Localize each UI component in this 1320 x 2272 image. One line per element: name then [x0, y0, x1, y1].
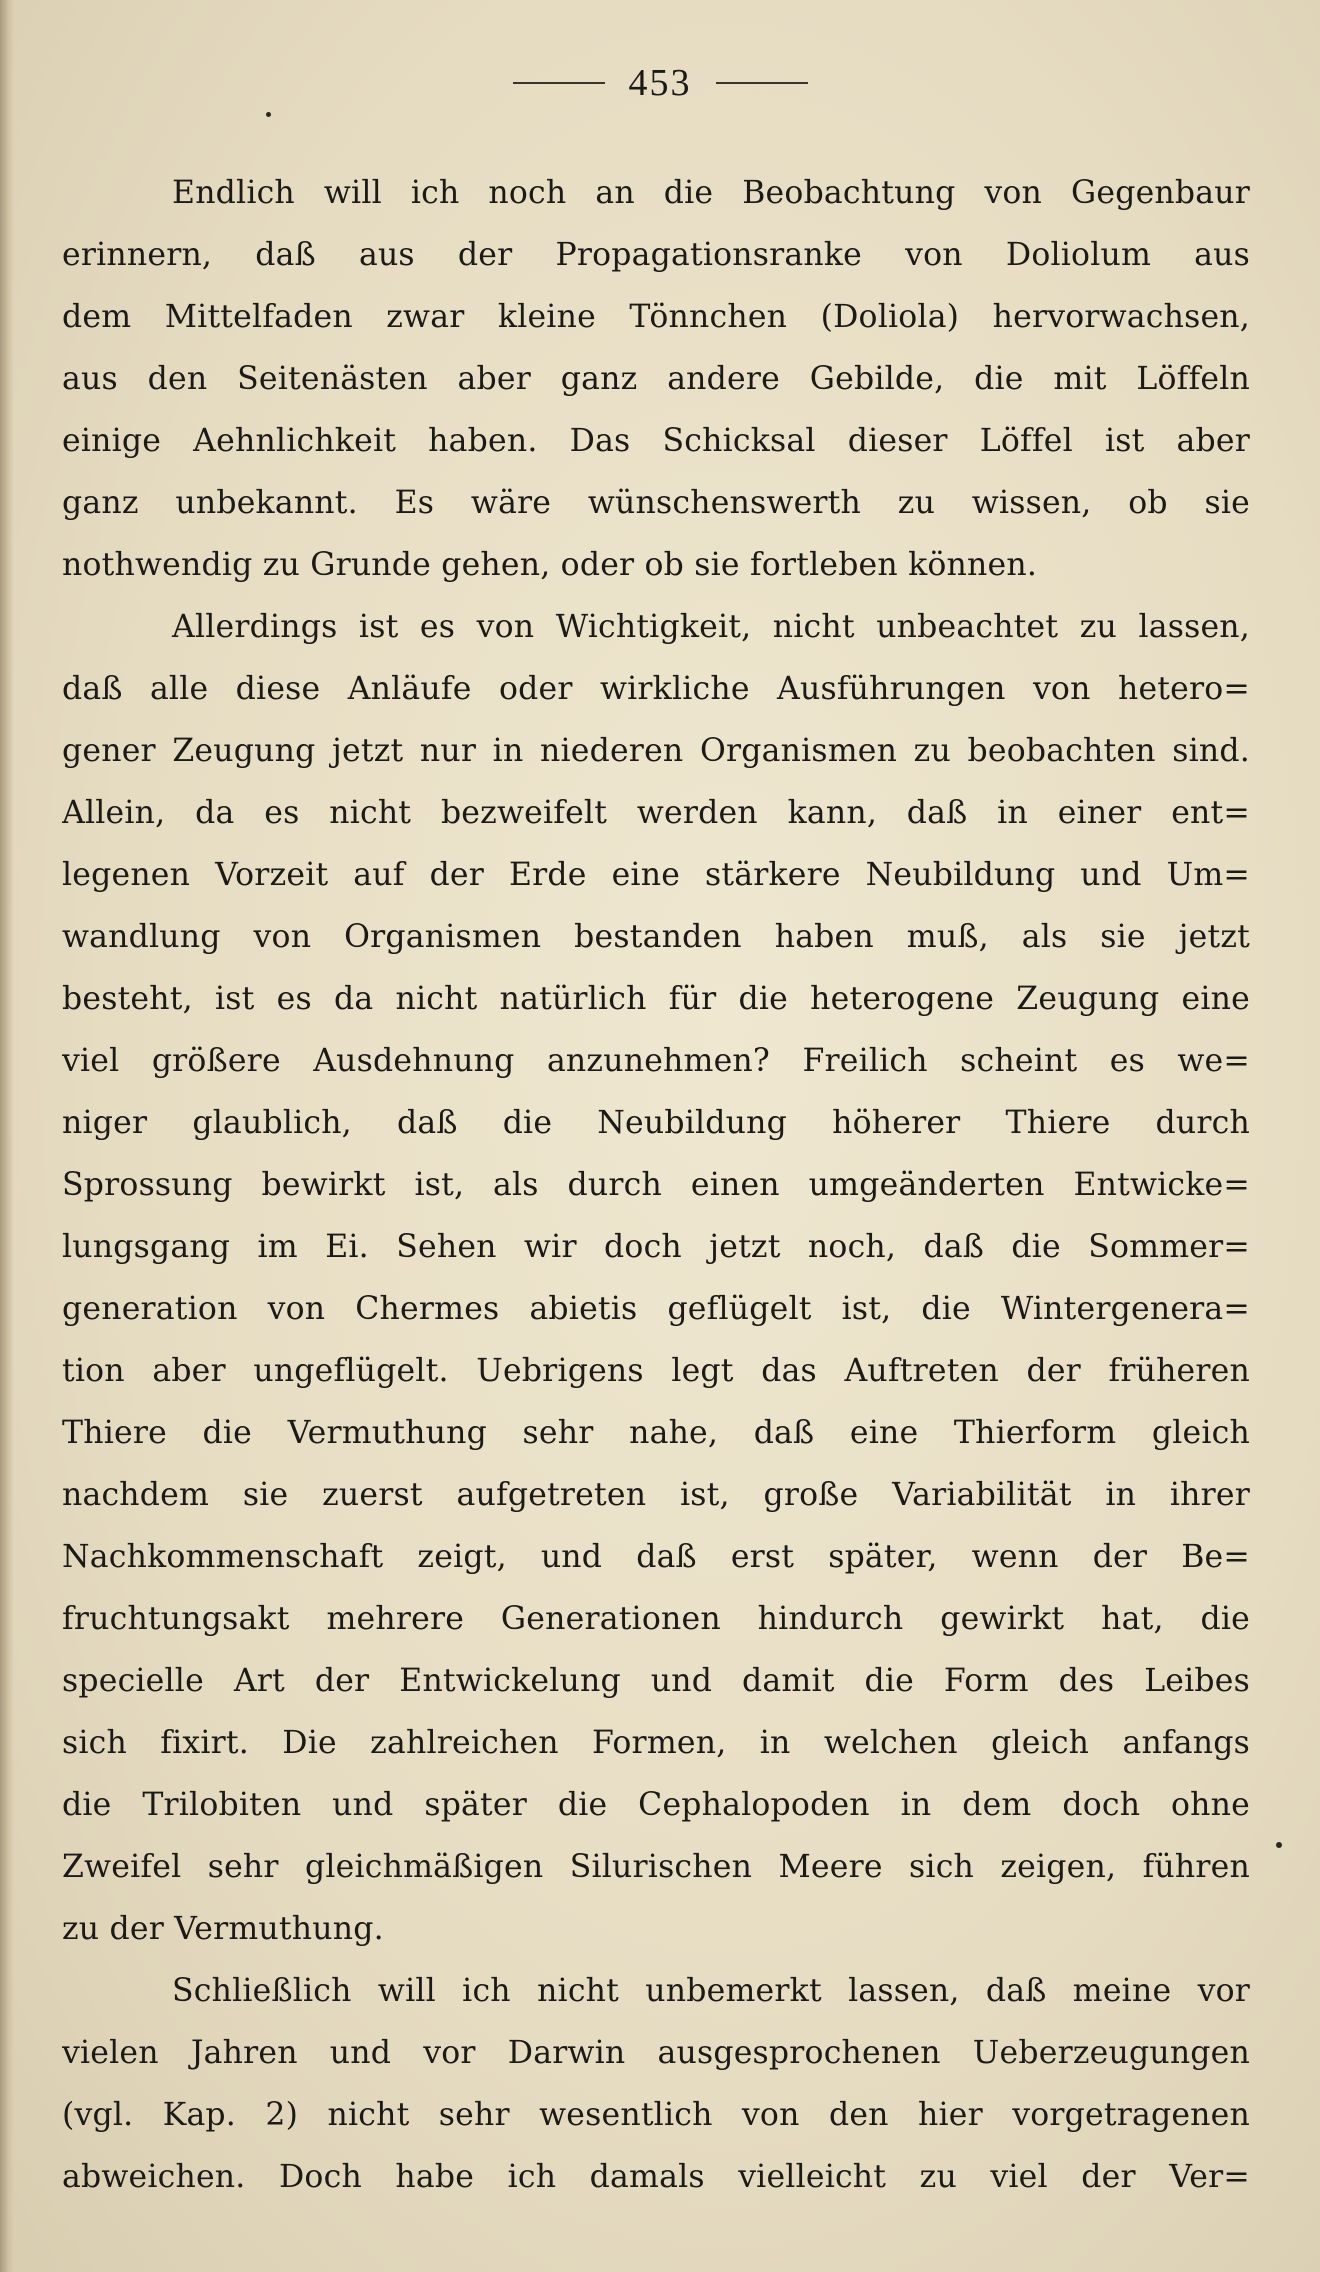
text-line: sich fixirt. Die zahlreichen Formen, in welchen gleich anfangs	[62, 1725, 1250, 1761]
text-line: specielle Art der Entwickelung und damit die Form des Leibes	[62, 1663, 1250, 1699]
text-line: gener Zeugung jetzt nur in niederen Organismen zu beobachten sind.	[62, 733, 1250, 769]
page-edge-shadow	[0, 0, 14, 2272]
text-line: ganz unbekannt. Es wäre wünschenswerth zu wissen, ob sie	[62, 485, 1250, 521]
text-line: fruchtungsakt mehrere Generationen hindurch gewirkt hat, die	[62, 1601, 1250, 1637]
text-line: wandlung von Organismen bestanden haben muß, als sie jetzt	[62, 919, 1250, 955]
text-line: aus den Seitenästen aber ganz andere Gebilde, die mit Löffeln	[62, 361, 1250, 397]
text-line: daß alle diese Anläufe oder wirkliche Ausführungen von hetero=	[62, 671, 1250, 707]
text-line: (vgl. Kap. 2) nicht sehr wesentlich von den hier vorgetragenen	[62, 2097, 1250, 2133]
text-line: legenen Vorzeit auf der Erde eine stärkere Neubildung und Um=	[62, 857, 1250, 893]
text-line: nachdem sie zuerst aufgetreten ist, große Variabilität in ihrer	[62, 1477, 1250, 1513]
text-line: Nachkommenschaft zeigt, und daß erst später, wenn der Be=	[62, 1539, 1250, 1575]
header-rule-right	[716, 82, 808, 84]
text-line: besteht, ist es da nicht natürlich für die heterogene Zeugung eine	[62, 981, 1250, 1017]
page-number: 453	[628, 62, 692, 104]
text-line: nothwendig zu Grunde gehen, oder ob sie fortleben können.	[62, 547, 1038, 583]
text-line: lungsgang im Ei. Sehen wir doch jetzt noch, daß die Sommer=	[62, 1229, 1250, 1265]
text-line: Allein, da es nicht bezweifelt werden kann, daß in einer ent=	[62, 795, 1250, 831]
page-header	[0, 58, 1320, 108]
text-line: generation von Chermes abietis geflügelt ist, die Wintergenera=	[62, 1291, 1250, 1327]
text-line: erinnern, daß aus der Propagationsranke von Doliolum aus	[62, 237, 1250, 273]
text-line: vielen Jahren und vor Darwin ausgesprochenen Ueberzeugungen	[62, 2035, 1250, 2071]
text-line: einige Aehnlichkeit haben. Das Schicksal dieser Löffel ist aber	[62, 423, 1250, 459]
print-speck	[266, 112, 271, 117]
text-line: Schließlich will ich nicht unbemerkt lassen, daß meine vor	[172, 1973, 1250, 2009]
text-line: Endlich will ich noch an die Beobachtung von Gegenbaur	[172, 175, 1250, 211]
text-line: die Trilobiten und später die Cephalopoden in dem doch ohne	[62, 1787, 1250, 1823]
header-rule-left	[513, 82, 605, 84]
text-line: abweichen. Doch habe ich damals vielleicht zu viel der Ver=	[62, 2159, 1250, 2195]
text-line: tion aber ungeflügelt. Uebrigens legt das Auftreten der früheren	[62, 1353, 1250, 1389]
text-line: Thiere die Vermuthung sehr nahe, daß eine Thierform gleich	[62, 1415, 1250, 1451]
text-line: Allerdings ist es von Wichtigkeit, nicht unbeachtet zu lassen,	[172, 609, 1250, 645]
body-text	[62, 162, 1250, 2208]
text-line: niger glaublich, daß die Neubildung höherer Thiere durch	[62, 1105, 1250, 1141]
text-line: viel größere Ausdehnung anzunehmen? Freilich scheint es we=	[62, 1043, 1250, 1079]
text-line: zu der Vermuthung.	[62, 1911, 384, 1947]
text-line: Zweifel sehr gleichmäßigen Silurischen Meere sich zeigen, führen	[62, 1849, 1250, 1885]
text-line: Sprossung bewirkt ist, als durch einen umgeänderten Entwicke=	[62, 1167, 1250, 1203]
print-speck	[1276, 1842, 1282, 1848]
text-line: dem Mittelfaden zwar kleine Tönnchen (Doliola) hervorwachsen,	[62, 299, 1250, 335]
